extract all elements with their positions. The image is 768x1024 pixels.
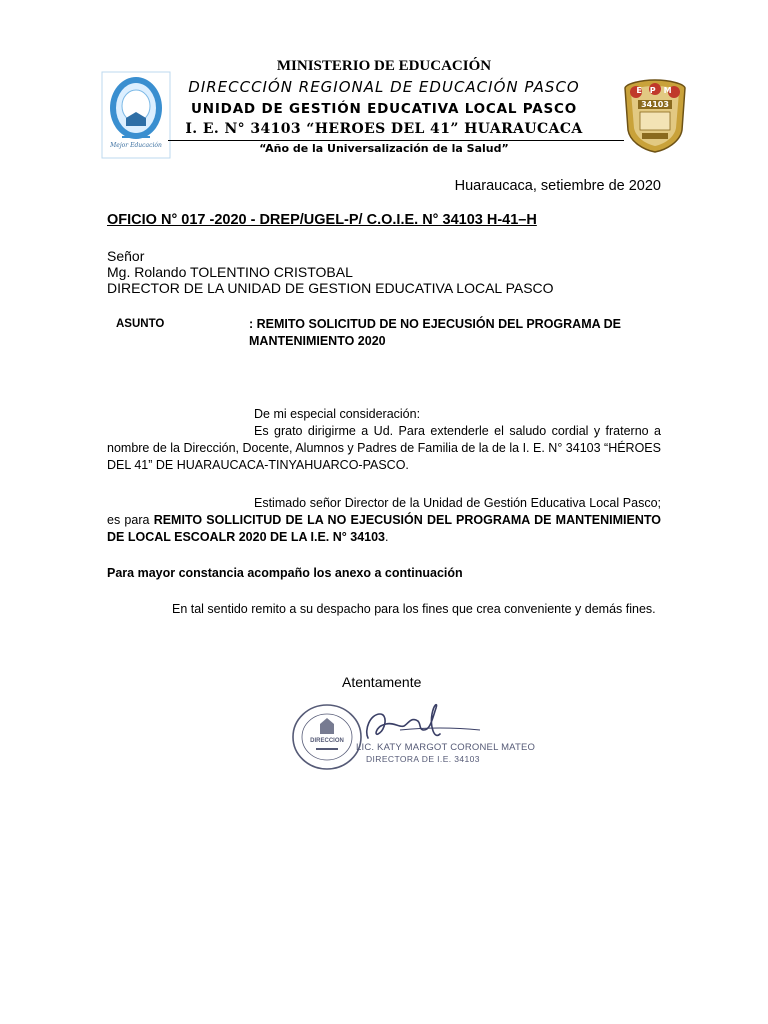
paragraph-2-emphasis: REMITO SOLLICITUD DE LA NO EJECUSIÓN DEL PROGRAMA DE MANTENIMIENTO DE LOCAL ESCOALR 2020 DE LA I.E. N° 34103	[107, 513, 661, 544]
paragraph-2-intro: Estimado señor Director de la Unidad de Gestión Educativa Local Pasco; es para	[107, 496, 661, 527]
ministry-heading: MINISTERIO DE EDUCACIÓN	[276, 58, 492, 74]
addressee-salutation: Señor	[107, 248, 145, 264]
subject-label: ASUNTO	[116, 318, 165, 330]
badge-letters: EPM	[636, 86, 680, 95]
regional-direction-heading: DIRECCCIÓN REGIONAL DE EDUCACIÓN PASCO	[188, 78, 580, 96]
seal-caption: DIRECCION	[310, 738, 344, 744]
paragraph-2	[107, 495, 661, 546]
header-divider	[168, 140, 624, 141]
ugel-heading: UNIDAD DE GESTIÓN EDUCATIVA LOCAL PASCO	[191, 101, 577, 117]
addressee-position: DIRECTOR DE LA UNIDAD DE GESTION EDUCATIVA LOCAL PASCO	[107, 280, 554, 296]
paragraph-2-end: .	[385, 530, 389, 544]
closing-paragraph: En tal sentido remito a su despacho para los fines que crea conveniente y demás fines.	[172, 602, 656, 616]
place-and-date: Huaraucaca, setiembre de 2020	[454, 178, 661, 194]
logo-left-caption: Mejor Educación	[110, 142, 162, 149]
signer-name: LIC. KATY MARGOT CORONEL MATEO	[356, 742, 536, 753]
document-reference: OFICIO N° 017 -2020 - DREP/UGEL-P/ C.O.I.E. N° 34103 H-41–H	[107, 212, 537, 228]
subject-text: : REMITO SOLICITUD DE NO EJECUSIÓN DEL PROGRAMA DE MANTENIMIENTO 2020	[249, 317, 622, 348]
school-badge-right	[622, 78, 688, 154]
badge-number: 34103	[641, 100, 669, 109]
paragraph-1: Es grato dirigirme a Ud. Para extenderle el saludo cordial y fraterno a nombre de la Dirección, Docente, Alumnos y Padres de Familia de la de la I. E. N° 34103 “HÉROES DEL 41” DE HUARAUCACA-TINYAHUARCO-PASCO.	[107, 424, 661, 472]
valediction: Atentamente	[342, 674, 422, 690]
addressee-name: Mg. Rolando TOLENTINO CRISTOBAL	[107, 264, 353, 280]
annex-note: Para mayor constancia acompaño los anexo a continuación	[107, 566, 463, 580]
year-motto: “Año de la Universalización de la Salud”	[259, 142, 509, 155]
greeting: De mi especial consideración:	[254, 407, 421, 421]
institution-heading: I. E. N° 34103 “HEROES DEL 41” HUARAUCACA	[185, 121, 583, 137]
institution-seal	[290, 702, 364, 772]
signer-position: DIRECTORA DE I.E. 34103	[366, 754, 480, 764]
addressee-block	[107, 248, 554, 296]
